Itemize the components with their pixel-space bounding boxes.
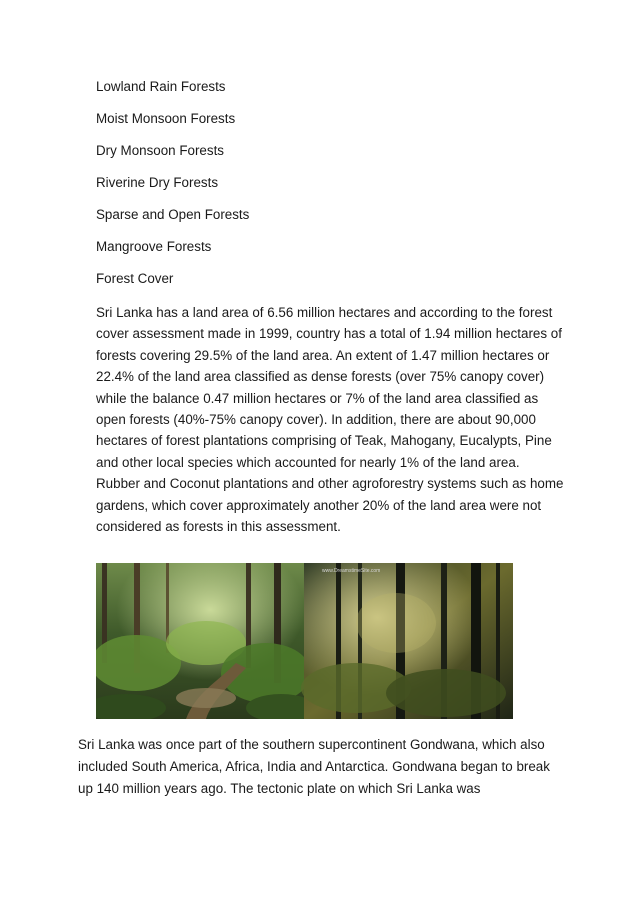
list-item: Moist Monsoon Forests xyxy=(96,111,236,126)
forest-photo-right xyxy=(301,563,513,719)
forest-photo-left xyxy=(96,563,316,719)
list-item: Lowland Rain Forests xyxy=(96,79,226,94)
list-item: Riverine Dry Forests xyxy=(96,175,219,190)
list-item: Forest Cover xyxy=(96,271,174,286)
list-item: Mangroove Forests xyxy=(96,239,212,254)
photo-watermark: www.DreamstimeSite.com xyxy=(322,568,381,574)
gondwana-paragraph: Sri Lanka was once part of the southern supercontinent Gondwana, which also included South America, Africa, India and Antarctica. Gondwana began to break up 140 million years ago. The tectonic plate on which Sri Lanka was xyxy=(78,737,550,796)
list-item: Sparse and Open Forests xyxy=(96,207,250,222)
list-item: Dry Monsoon Forests xyxy=(96,143,224,158)
forest-photos xyxy=(96,563,513,719)
forest-types-list xyxy=(96,78,249,302)
forest-cover-paragraph: Sri Lanka has a land area of 6.56 million hectares and according to the forest cover assessment made in 1999, country has a total of 1.94 million hectares of forests covering 29.5% of the land area. An extent of 1.47 million hectares or 22.4% of the land area classified as dense forests (over 75% canopy cover) while the balance 0.47 million hectares or 7% of the land area classified as open forests (40%-75% canopy cover). In addition, there are about 90,000 hectares of forest plantations comprising of Teak, Mahogany, Eucalypts, Pine and other local species which accounted for nearly 1% of the land area. Rubber and Coconut plantations and other agroforestry systems such as home gardens, which cover approximately another 20% of the land area were not considered as forests in this assessment. xyxy=(96,305,564,535)
